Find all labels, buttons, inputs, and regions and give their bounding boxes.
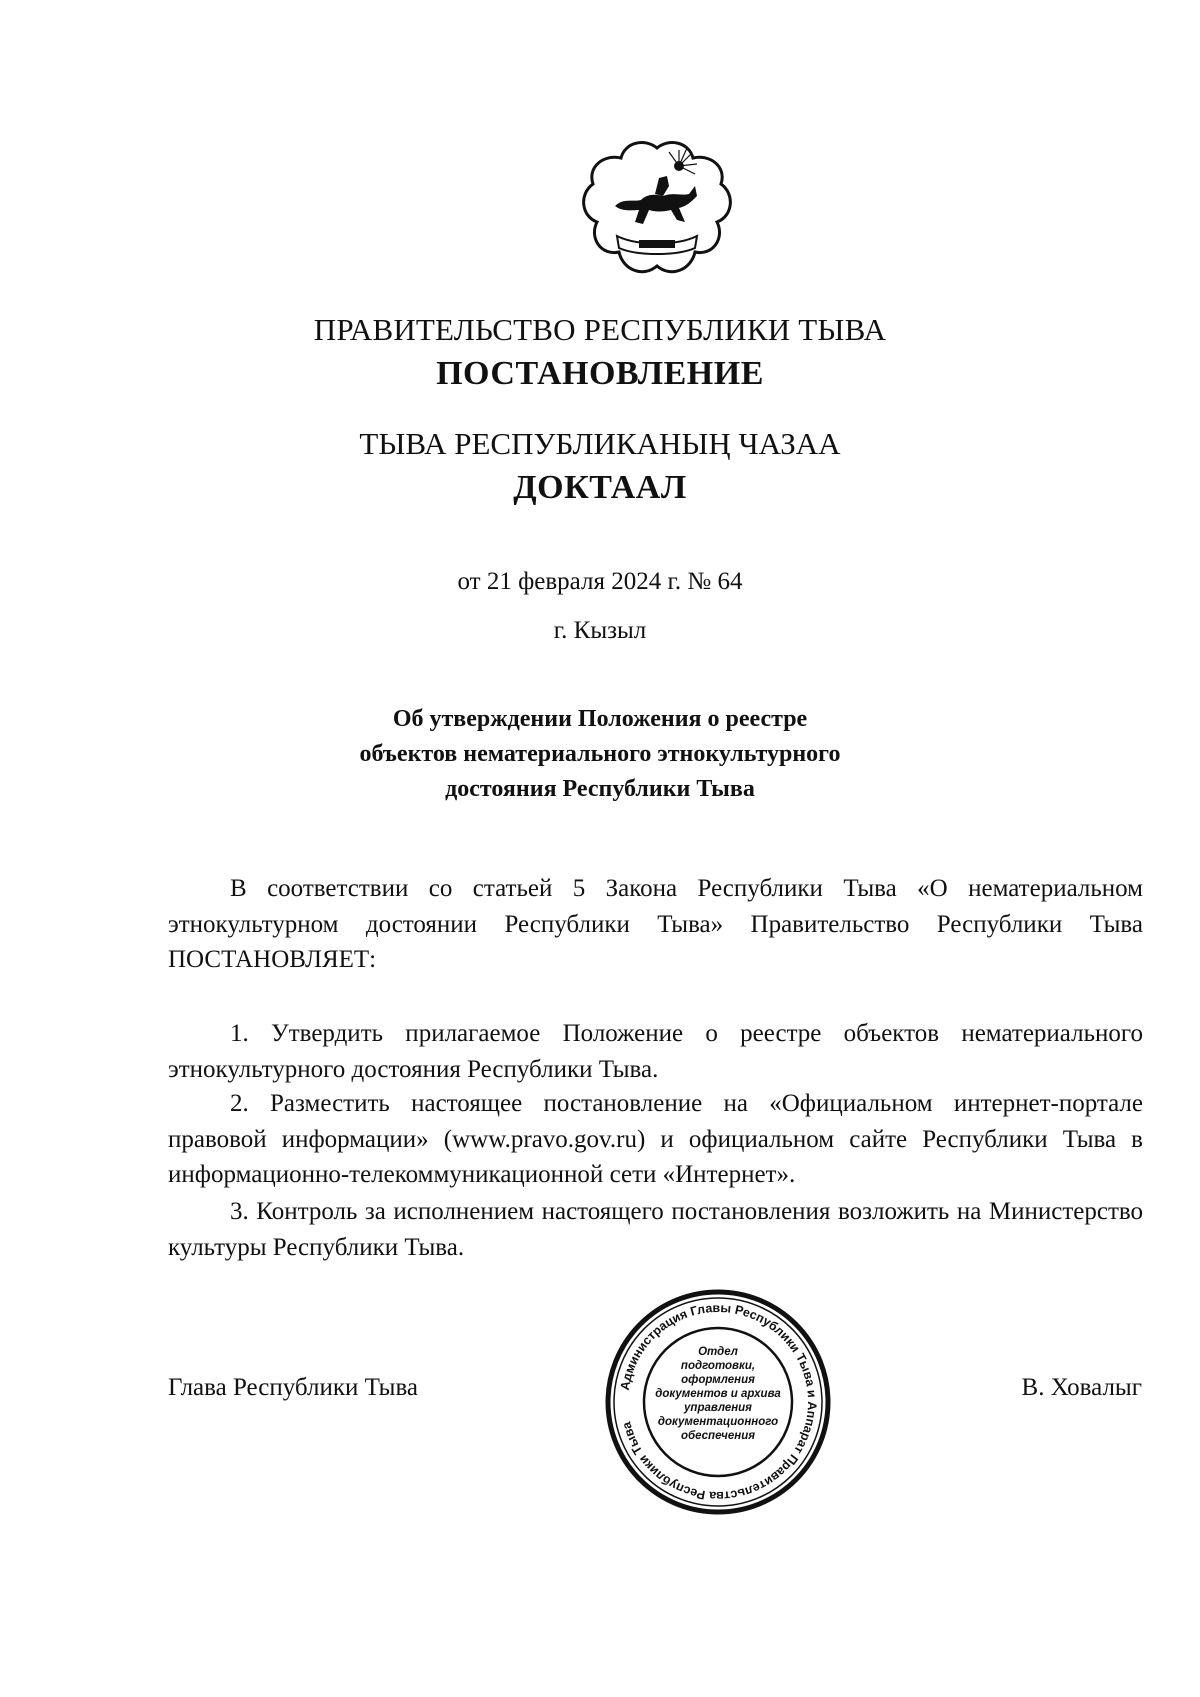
title-line: Об утверждении Положения о реестре (392, 706, 808, 732)
item-3-paragraph (168, 1194, 1143, 1265)
signatory-position: Глава Республики Тыва (168, 1374, 419, 1401)
document-type: ПОСТАНОВЛЕНИЕ (436, 355, 764, 392)
signatory-name: В. Ховалыг (1021, 1374, 1142, 1401)
date-and-number: от 21 февраля 2024 г. № 64 (457, 568, 743, 595)
stamp-center-line: подготовки, (680, 1360, 756, 1372)
official-stamp (603, 1285, 833, 1520)
government-name: ПРАВИТЕЛЬСТВО РЕСПУБЛИКИ ТЫВА (313, 312, 887, 347)
city: г. Кызыл (553, 617, 647, 644)
stamp-ring-text: Администрация Главы Республики Тыва и Аппарат Правительства Республики Тыва (617, 1300, 820, 1504)
stamp-center-line: документационного (657, 1416, 779, 1428)
stamp-center-line: оформления (681, 1374, 755, 1386)
title-line: объектов нематериального этнокультурного (359, 741, 841, 767)
item-1-text: 1. Утвердить прилагаемое Положение о реестре объектов нематериального этнокультурного достояния Республики Тыва. (168, 1020, 1143, 1083)
stamp-center-line: документов и архива (655, 1388, 781, 1400)
coat-of-arms-emblem (577, 136, 737, 286)
preamble-paragraph (168, 871, 1143, 978)
preamble-text: В соответствии со статьей 5 Закона Республики Тыва «О нематериальном этнокультурном достоянии Республики Тыва» Правительство Республики Тыва ПОСТАНОВЛЯЕТ: (168, 875, 1143, 973)
item-1-paragraph (168, 1016, 1143, 1087)
document-title (0, 702, 1200, 807)
item-3-text: 3. Контроль за исполнением настоящего постановления возложить на Министерство культуры Республики Тыва. (168, 1198, 1143, 1261)
stamp-center-line: обеспечения (680, 1430, 756, 1442)
stamp-center-line: управления (684, 1402, 752, 1414)
stamp-center-line: Отдел (698, 1346, 738, 1358)
item-2-text: 2. Разместить настоящее постановление на «Официальном интернет-портале правовой информации» (www.pravo.gov.ru) и официальном сайте Республики Тыва в информационно-телекоммуникационной сети «Интернет». (168, 1090, 1143, 1188)
government-name-tuvan: ТЫВА РЕСПУБЛИКАНЫҢ ЧАЗАА (359, 426, 841, 461)
title-line: достояния Республики Тыва (445, 776, 755, 802)
item-2-paragraph (168, 1086, 1143, 1193)
document-type-tuvan: ДОКТААЛ (513, 469, 687, 506)
